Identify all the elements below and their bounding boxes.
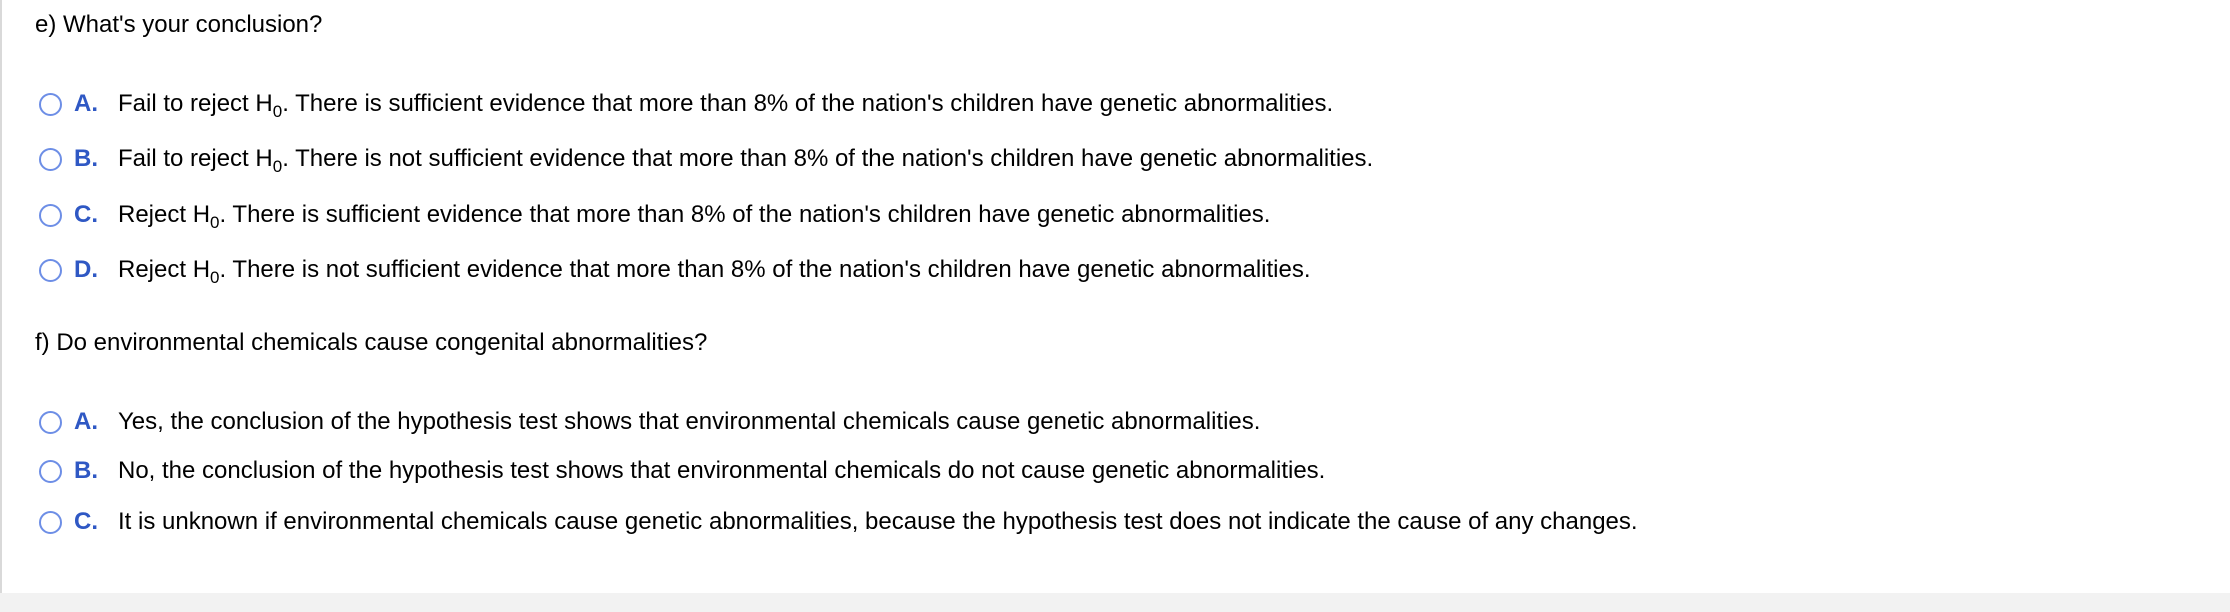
question-e-prompt: e) What's your conclusion? <box>35 11 323 38</box>
radio-button-icon[interactable] <box>39 259 62 282</box>
option-letter: C. <box>74 201 98 228</box>
option-e-a[interactable] <box>39 87 1333 121</box>
option-text: No, the conclusion of the hypothesis test shows that environmental chemicals do not cause genetic abnormalities. <box>118 457 1326 484</box>
option-text: Reject $H_0$. There is sufficient evidence that more than 8% of the nation's children have genetic abnormalities. <box>118 201 1271 232</box>
radio-button-icon[interactable] <box>39 411 62 434</box>
option-text: It is unknown if environmental chemicals cause genetic abnormalities, because the hypothesis test does not indicate the cause of any changes. <box>118 508 1638 535</box>
option-text: Fail to reject $H_0$. There is sufficient evidence that more than 8% of the nation's children have genetic abnormalities. <box>118 90 1334 121</box>
option-letter: C. <box>74 508 98 535</box>
radio-button-icon[interactable] <box>39 511 62 534</box>
option-letter: B. <box>74 145 98 172</box>
option-text: Reject $H_0$. There is not sufficient evidence that more than 8% of the nation's children have genetic abnormalities. <box>118 256 1311 287</box>
option-text: Yes, the conclusion of the hypothesis test shows that environmental chemicals cause genetic abnormalities. <box>118 408 1261 435</box>
option-f-a[interactable] <box>39 405 1260 439</box>
radio-button-icon[interactable] <box>39 148 62 171</box>
option-f-b[interactable] <box>39 454 1325 488</box>
option-letter: A. <box>74 90 98 117</box>
radio-button-icon[interactable] <box>39 93 62 116</box>
option-letter: B. <box>74 457 98 484</box>
radio-button-icon[interactable] <box>39 460 62 483</box>
radio-button-icon[interactable] <box>39 204 62 227</box>
option-letter: D. <box>74 256 98 283</box>
option-e-d[interactable] <box>39 253 1311 287</box>
question-f-prompt: f) Do environmental chemicals cause congenital abnormalities? <box>35 329 708 356</box>
option-f-c[interactable] <box>39 505 1638 539</box>
option-text: Fail to reject $H_0$. There is not sufficient evidence that more than 8% of the nation's children have genetic abnormalities. <box>118 145 1374 176</box>
option-letter: A. <box>74 408 98 435</box>
option-e-c[interactable] <box>39 198 1270 232</box>
option-e-b[interactable] <box>39 142 1373 176</box>
